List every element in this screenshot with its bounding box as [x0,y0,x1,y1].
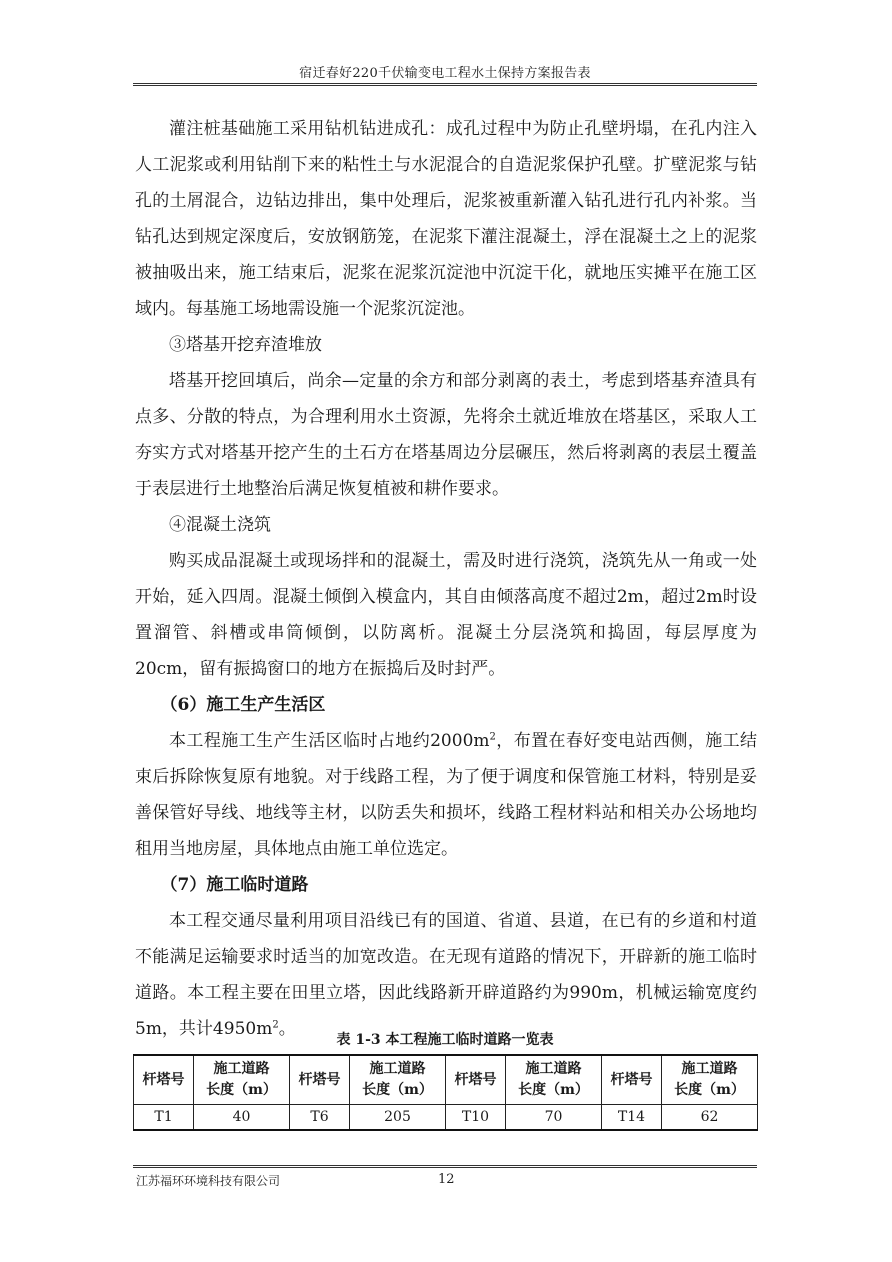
header-tower-no: 杆塔号 [134,1055,194,1105]
page-number: 12 [438,1172,455,1187]
header-road-length-line2: 长度（m） [362,1082,433,1098]
footer-rule [133,1165,757,1168]
table-cell: T10 [446,1105,506,1131]
table-cell: 70 [506,1105,602,1131]
footer-company: 江苏福环环境科技有限公司 [136,1174,281,1188]
table-caption: 表 1-3 本工程施工临时道路一览表 [336,1032,554,1048]
header-road-length-line2: 长度（m） [518,1082,589,1098]
header-road-length [194,1055,290,1105]
living-area-text-b: ，布置在春好变电站西侧，施工结束后拆除恢复原有地貌。对于线路工程，为了便于调度和保管施工材料，特别是妥善保管好导线、地线等主材，以防丢失和损坏，线路工程材料站和相关办公场地均租用当地房屋，具体地点由施工单位选定。 [135,731,758,859]
document-body [135,111,757,1047]
subheading-concrete-pouring: ④混凝土浇筑 [169,515,271,535]
paragraph-living-area [135,723,757,867]
header-tower-no: 杆塔号 [290,1055,350,1105]
section-heading-living-area: （6）施工生产生活区 [160,695,326,715]
header-road-length [506,1055,602,1105]
header-road-length-line2: 长度（m） [206,1082,277,1098]
living-area-text-a: 本工程施工生产生活区临时占地约2000m [169,731,490,751]
header-road-length [350,1055,446,1105]
paragraph-spoil-stacking: 塔基开挖回填后，尚余—定量的余方和部分剥离的表土，考虑到塔基弃渣具有点多、分散的特点，为合理利用水土资源，先将余土就近堆放在塔基区，采取人工夯实方式对塔基开挖产生的土石方在塔基周边分层碾压，然后将剥离的表层土覆盖于表层进行土地整治后满足恢复植被和耕作要求。 [135,371,757,499]
header-road-length-line1: 施工道路 [681,1061,738,1077]
header-rule [133,83,757,86]
table-cell: 205 [350,1105,446,1131]
temp-roads-text-a: 本工程交通尽量利用项目沿线已有的国道、省道、县道，在已有的乡道和村道不能满足运输要求时适当的加宽改造。在无现有道路的情况下，开辟新的施工临时道路。本工程主要在田里立塔，因此线路新开辟道路约为990m，机械运输宽度约5m，共计4950m [135,911,757,1039]
table-header-row [134,1055,758,1105]
header-road-length-line1: 施工道路 [525,1061,582,1077]
table-cell: T6 [290,1105,350,1131]
temp-roads-text-b: 。 [278,1019,296,1039]
section-heading-temp-roads: （7）施工临时道路 [160,875,309,895]
superscript-2: 2 [489,731,496,743]
table-cell: T14 [602,1105,662,1131]
subheading-spoil-stacking: ③塔基开挖弃渣堆放 [169,335,322,355]
page-header-title: 宿迁春好220千伏输变电工程水土保持方案报告表 [299,66,591,81]
table-cell: 40 [194,1105,290,1131]
superscript-2: 2 [272,1019,279,1031]
header-road-length-line1: 施工道路 [369,1061,426,1077]
header-tower-no: 杆塔号 [446,1055,506,1105]
header-road-length-line1: 施工道路 [213,1061,270,1077]
header-tower-no: 杆塔号 [602,1055,662,1105]
table-cell: 62 [662,1105,758,1131]
table-cell: T1 [134,1105,194,1131]
paragraph-concrete-pouring: 购买成品混凝土或现场拌和的混凝土，需及时进行浇筑，浇筑先从一角或一处开始，延入四周。混凝土倾倒入模盒内，其自由倾落高度不超过2m，超过2m时设置溜管、斜槽或串筒倾倒，以防离析。混凝土分层浇筑和捣固，每层厚度为20cm，留有振捣窗口的地方在振捣后及时封严。 [135,551,757,679]
header-road-length [662,1055,758,1105]
header-road-length-line2: 长度（m） [674,1082,745,1098]
paragraph-temp-roads [135,903,757,1047]
temp-roads-table [133,1054,758,1131]
paragraph-bored-pile: 灌注桩基础施工采用钻机钻进成孔：成孔过程中为防止孔壁坍塌，在孔内注入人工泥浆或利用钻削下来的粘性土与水泥混合的自造泥浆保护孔壁。扩壁泥浆与钻孔的土屑混合，边钻边排出，集中处理后，泥浆被重新灌入钻孔进行孔内补浆。当钻孔达到规定深度后，安放钢筋笼，在泥浆下灌注混凝土，浮在混凝土之上的泥浆被抽吸出来，施工结束后，泥浆在泥浆沉淀池中沉淀干化，就地压实摊平在施工区域内。每基施工场地需设施一个泥浆沉淀池。 [135,119,757,319]
table-row [134,1105,758,1131]
